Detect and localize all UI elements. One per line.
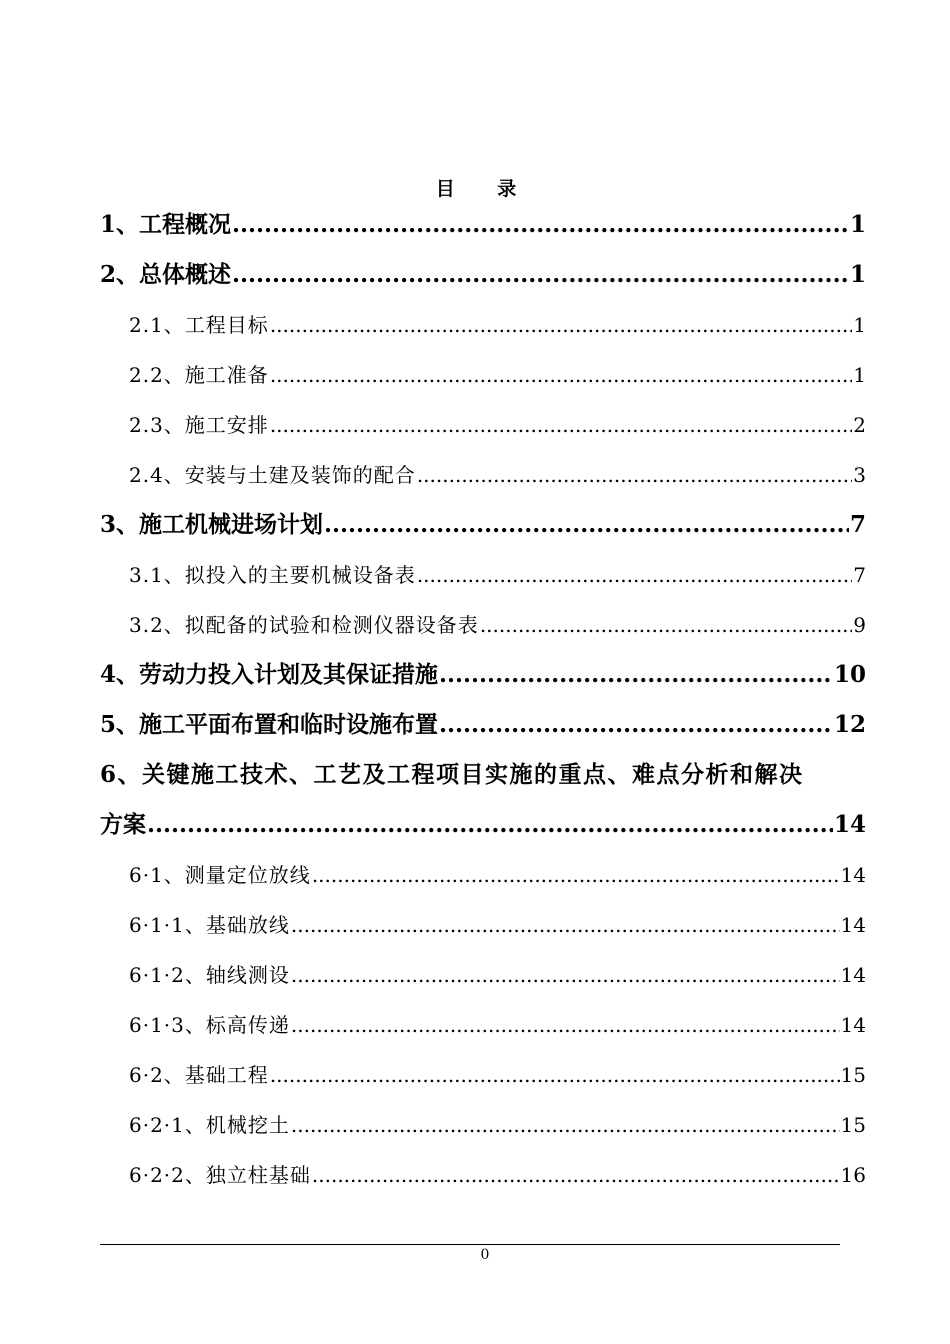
toc-leader-dots — [232, 250, 849, 300]
toc-title: 目 录 — [435, 178, 535, 200]
toc-leader-dots — [147, 800, 833, 850]
toc-entry[interactable] — [100, 400, 866, 450]
toc-entry-page: 14 — [840, 963, 866, 987]
toc-entry-text: 3.1、拟投入的主要机械设备表 — [129, 563, 416, 587]
toc-entry-page: 15 — [840, 1063, 866, 1087]
toc-leader-dots — [291, 1100, 840, 1150]
toc-leader-dots — [291, 950, 840, 1000]
toc-entry-text: 6·2·2、独立柱基础 — [129, 1163, 311, 1187]
table-of-contents — [100, 200, 866, 1200]
toc-entry[interactable] — [100, 600, 866, 650]
toc-entry-text-line1[interactable]: 6、关键施工技术、工艺及工程项目实施的重点、难点分析和解决 — [100, 761, 804, 788]
toc-entry-text: 3、施工机械进场计划 — [100, 511, 324, 538]
footer-divider — [100, 1244, 840, 1245]
toc-entry[interactable] — [100, 500, 866, 550]
toc-entry-text: 方案 — [100, 811, 146, 838]
toc-entry-page: 9 — [853, 613, 866, 637]
toc-entry-text: 6·1·1、基础放线 — [129, 913, 290, 937]
toc-leader-dots — [439, 650, 833, 700]
toc-entry[interactable] — [100, 1150, 866, 1200]
toc-entry-text: 6·2、基础工程 — [129, 1063, 269, 1087]
toc-entry-page: 7 — [849, 511, 866, 538]
toc-entry[interactable] — [100, 1000, 866, 1050]
toc-entry-text: 2.4、安装与土建及装饰的配合 — [129, 463, 416, 487]
toc-entry-page: 3 — [853, 463, 866, 487]
toc-entry-text: 2.2、施工准备 — [129, 363, 269, 387]
toc-entry-page: 1 — [849, 261, 866, 288]
toc-entry[interactable] — [100, 450, 866, 500]
toc-entry-page: 14 — [840, 1013, 866, 1037]
toc-entry-text: 2.3、施工安排 — [129, 413, 269, 437]
toc-entry[interactable] — [100, 700, 866, 750]
toc-leader-dots — [312, 850, 840, 900]
toc-entry-page: 1 — [853, 313, 866, 337]
toc-entry[interactable] — [100, 650, 866, 700]
toc-leader-dots — [270, 300, 852, 350]
toc-entry[interactable] — [100, 1050, 866, 1100]
toc-entry[interactable] — [100, 1100, 866, 1150]
toc-entry[interactable] — [100, 300, 866, 350]
toc-leader-dots — [291, 900, 840, 950]
toc-entry-page: 2 — [853, 413, 866, 437]
toc-leader-dots — [270, 350, 852, 400]
toc-entry-page: 14 — [840, 913, 866, 937]
toc-entry[interactable] — [100, 800, 866, 850]
toc-leader-dots — [439, 700, 833, 750]
toc-leader-dots — [417, 450, 852, 500]
toc-entry-text: 6·1·2、轴线测设 — [129, 963, 290, 987]
toc-leader-dots — [480, 600, 852, 650]
toc-entry[interactable] — [100, 250, 866, 300]
toc-entry-text: 3.2、拟配备的试验和检测仪器设备表 — [129, 613, 479, 637]
footer-page-number: 0 — [480, 1247, 490, 1263]
toc-entry[interactable] — [100, 950, 866, 1000]
toc-entry[interactable] — [100, 900, 866, 950]
toc-entry-text: 1、工程概况 — [100, 211, 232, 238]
toc-entry-page: 7 — [853, 563, 866, 587]
toc-leader-dots — [312, 1150, 840, 1200]
toc-entry[interactable] — [100, 550, 866, 600]
toc-leader-dots — [232, 200, 849, 250]
toc-leader-dots — [417, 550, 852, 600]
toc-entry-text: 2、总体概述 — [100, 261, 232, 288]
toc-entry-text: 4、劳动力投入计划及其保证措施 — [100, 661, 439, 688]
toc-entry-page: 12 — [833, 711, 866, 738]
toc-leader-dots — [324, 500, 849, 550]
toc-entry-text: 6·1·3、标高传递 — [129, 1013, 290, 1037]
toc-entry-text: 5、施工平面布置和临时设施布置 — [100, 711, 439, 738]
toc-entry-text: 2.1、工程目标 — [129, 313, 269, 337]
toc-entry-page: 1 — [853, 363, 866, 387]
toc-entry[interactable] — [100, 200, 866, 250]
toc-entry-text: 6·2·1、机械挖土 — [129, 1113, 290, 1137]
toc-leader-dots — [270, 1050, 840, 1100]
toc-entry[interactable] — [100, 850, 866, 900]
toc-entry-page: 15 — [840, 1113, 866, 1137]
toc-entry-page: 1 — [849, 211, 866, 238]
toc-leader-dots — [270, 400, 852, 450]
toc-entry-page: 14 — [840, 863, 866, 887]
toc-entry[interactable] — [100, 350, 866, 400]
toc-entry-page: 14 — [833, 811, 866, 838]
toc-entry-page: 10 — [833, 661, 866, 688]
toc-leader-dots — [291, 1000, 840, 1050]
toc-entry-text: 6·1、测量定位放线 — [129, 863, 311, 887]
toc-entry-page: 16 — [840, 1163, 866, 1187]
